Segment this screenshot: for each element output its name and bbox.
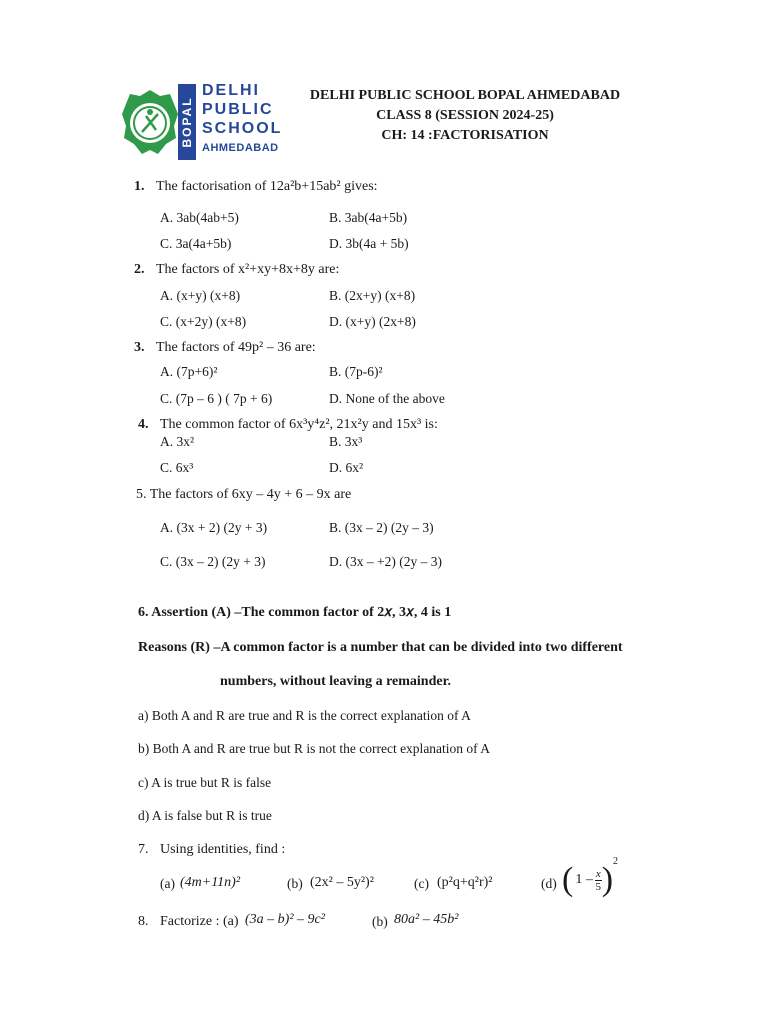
q7-a-label: (a) [160,876,175,891]
q7-d-denominator: 5 [595,880,602,893]
q8-b-expr: 80a² – 45b² [394,912,459,927]
q1-text: The factorisation of 12a²b+15ab² gives: [156,179,378,194]
logo-line-public: PUBLIC [202,101,274,118]
logo-line-delhi: DELHI [202,82,260,99]
q8-b-label: (b) [372,914,388,929]
q7-d-exponent: 2 [613,856,619,867]
q6-reason-line2: numbers, without leaving a remainder. [220,674,452,689]
q3-number: 3. [134,340,145,355]
logo-vertical-text: BOPAL [180,96,194,148]
q7-d-open-paren: ( [562,861,574,898]
q5-option-a: A. (3x + 2) (2y + 3) [160,520,268,535]
q3-option-b: B. (7p-6)² [329,364,383,379]
q4-number: 4. [138,417,149,432]
school-emblem-icon [120,88,180,158]
class-session: CLASS 8 (SESSION 2024-25) [376,108,554,123]
logo-line-ahmedabad: AHMEDABAD [202,142,279,154]
q1-option-b: B. 3ab(4a+5b) [329,210,408,225]
q6-assertion: 6. Assertion (A) –The common factor of 2𝑥, 3𝑥, 4 is 1 [138,605,452,620]
q1-option-c: C. 3a(4a+5b) [160,236,232,251]
q5-option-d: D. (3x – +2) (2y – 3) [329,554,442,569]
q7-d-close-paren: ) [601,861,614,898]
q3-text: The factors of 49p² – 36 are: [156,340,316,355]
q1-option-a: A. 3ab(4ab+5) [160,210,239,225]
q6-option-b: b) Both A and R are true but R is not the correct explanation of A [138,741,491,756]
q7-d-fraction [595,868,602,893]
q5-option-c: C. (3x – 2) (2y + 3) [160,554,266,569]
q7-d-numerator: x [595,867,601,880]
q4-option-a: A. 3x² [160,434,195,449]
q6-option-d: d) A is false but R is true [138,808,272,823]
q7-number: 7. [138,842,149,857]
q4-text: The common factor of 6x³y⁴z², 21x²y and 15x³ is: [160,417,438,432]
q4-option-c: C. 6x³ [160,460,194,475]
q2-option-c: C. (x+2y) (x+8) [160,314,247,329]
q7-b-expr: (2x² – 5y²)² [310,875,374,890]
q1-number: 1. [134,179,145,194]
q4-option-b: B. 3x³ [329,434,363,449]
q8-a-expr: (3a – b)² – 9c² [245,912,325,927]
q5-text: 5. The factors of 6xy – 4y + 6 – 9x are [136,487,352,502]
q1-option-d: D. 3b(4a + 5b) [329,236,409,251]
q7-text: Using identities, find : [160,842,286,857]
q6-option-a: a) Both A and R are true and R is the correct explanation of A [138,708,471,723]
q8-text: Factorize : (a) [160,914,239,929]
logo-line-school: SCHOOL [202,120,283,137]
school-logo [120,82,283,160]
q7-b-label: (b) [287,876,303,891]
q3-option-c: C. (7p – 6 ) ( 7p + 6) [160,391,273,406]
q8-number: 8. [138,914,149,929]
logo-vertical-bar [178,84,196,160]
q7-d-expr [562,858,618,902]
q5-option-b: B. (3x – 2) (2y – 3) [329,520,434,535]
q7-d-label: (d) [541,876,557,891]
q2-option-d: D. (x+y) (2x+8) [329,314,416,329]
q3-option-d: D. None of the above [329,391,445,406]
q2-number: 2. [134,262,145,277]
chapter-title: CH: 14 :FACTORISATION [381,128,549,143]
school-name: DELHI PUBLIC SCHOOL BOPAL AHMEDABAD [309,88,621,103]
q7-d-left: 1 – [575,872,593,887]
q7-a-expr: (4m+11n)² [180,875,241,890]
q4-option-d: D. 6x² [329,460,364,475]
q2-text: The factors of x²+xy+8x+8y are: [156,262,340,277]
q6-reason-line1: Reasons (R) –A common factor is a number that can be divided into two different [138,640,623,655]
q3-option-a: A. (7p+6)² [160,364,218,379]
q2-option-a: A. (x+y) (x+8) [160,288,241,303]
q6-option-c: c) A is true but R is false [138,775,272,790]
q2-option-b: B. (2x+y) (x+8) [329,288,416,303]
q7-c-expr: (p²q+q²r)² [437,875,493,890]
q7-c-label: (c) [414,876,429,891]
